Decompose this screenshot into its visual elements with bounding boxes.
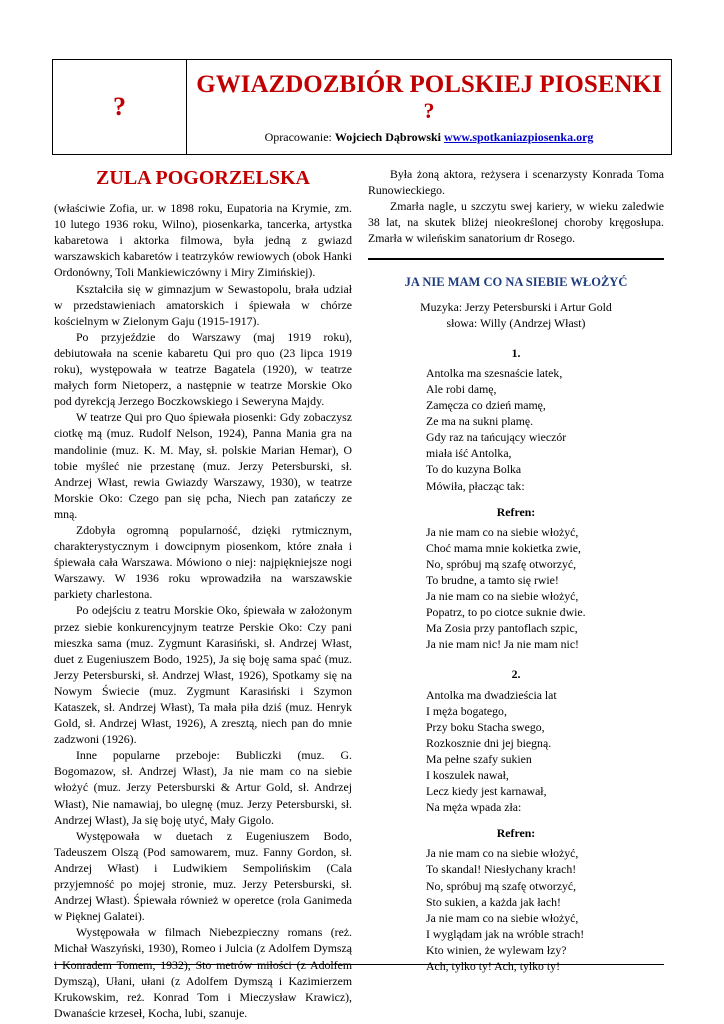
bio-paragraph: Inne popularne przeboje: Bubliczki (muz. G. Bogomazow, sł. Andrzej Włast), Ja nie mam co na siebie włożyć (muz. Jerzy Petersburski & Artur Gold, sł. Andrzej Włast), Nie namawiaj, bo ulegnę (muz. Jerzy Petersburski, sł. Andrzej Włast), Ja się boję utyć, Mały Gigolo. [54, 748, 352, 827]
bio-paragraph: Występowała w duetach z Eugeniuszem Bodo, Tadeuszem Olszą (Pod samowarem, muz. Fanny Gordon, sł. Andrzej Włast) i Ludwikiem Sempolińskim (Cala przyjemność po mojej stronie, muz. Jerzy Petersburski, sł. Andrzej Włast). Śpiewała również w operetce (rola Ganimeda w Pięknej Galatei). [54, 828, 352, 924]
verse-2 [426, 687, 664, 816]
lyric-line: Ja nie mam co na siebie włożyć, [426, 524, 579, 539]
lyric-line: Przy boku Stacha swego, [426, 719, 545, 734]
lyric-line: Sto sukien, a każda jak łach! [426, 894, 561, 909]
lyric-line: Gdy raz na tańcujący wieczór [426, 430, 567, 445]
song-title: JA NIE MAM CO NA SIEBIE WŁOŻYĆ [404, 275, 628, 290]
lyric-line: No, spróbuj mą szafę otworzyć, [426, 878, 577, 893]
credit-author: Wojciech Dąbrowski [334, 130, 442, 144]
lyric-line: I męża bogatego, [426, 703, 507, 718]
footer-rule [54, 964, 664, 965]
verse-number: 1. [511, 345, 521, 360]
header-box [52, 59, 672, 155]
refren-label: Refren: [496, 826, 536, 841]
bio-column [54, 166, 352, 1021]
header-left-cell [53, 60, 187, 154]
credit-label: Opracowanie: [264, 130, 332, 144]
title-mark: ? [423, 98, 435, 123]
lyric-line: I wyglądam jak na wróble strach! [426, 926, 585, 941]
bio-paragraph: Występowała w filmach Niebezpieczny romans (reż. Michał Waszyński, 1930), Romeo i Julcia (z Adolfem Dymszą i Konradem Tomem, 1932), Sto metrów miłości (z Adolfem Dymszą), Ułani, ułani (z Adolfem Dymszą i Kazimierzem Krukowskim, reż. Konrad Tom i Mieczysław Krawicz), Dwanaście krzeseł, Kocha, lubi, szanuje. [54, 925, 352, 1020]
lyric-line: Ja nie mam co na siebie włożyć, [426, 910, 579, 925]
lyric-line: Ma pełne szafy sukien [426, 751, 532, 766]
song-column [368, 166, 664, 974]
lyric-line: Antolka ma dwadzieścia lat [426, 687, 557, 702]
page-title: GWIAZDOZBIÓR POLSKIEJ PIOSENKI [196, 71, 662, 98]
bio-paragraph: (właściwie Zofia, ur. w 1898 roku, Eupatoria na Krymie, zm. 10 lutego 1936 roku, Wilno), piosenkarka, tancerka, artystka kabaretowa i aktorka filmowa, była jedną z gwiazd warszawskich kabaretów i teatrzyków rewiowych (obok Hanki Ordonówny, Toli Mankiewiczówny i Miry Zimińskiej). [54, 201, 352, 280]
lyric-line: Ach, tylko ty! Ach, tylko ty! [426, 959, 561, 974]
refren-label: Refren: [496, 504, 536, 519]
lyric-line: Lecz kiedy jest karnawał, [426, 784, 547, 799]
lyrics-credit: słowa: Willy (Andrzej Włast) [446, 315, 586, 330]
artist-name: ZULA POGORZELSKA [96, 167, 310, 189]
lyric-line: Ja nie mam co na siebie włożyć, [426, 589, 579, 604]
bio-paragraph: Zdobyła ogromną popularność, dzięki rytmicznym, charakterystycznym i dowcipnym piosenkom, które znała i śpiewała cała Warszawa. Mówiono o niej: najpiękniejsze nogi Warszawy. W 1936 roku wprowadziła na warszawskie parkiety charlestona. [54, 522, 352, 602]
lyric-line: Ma Zosia przy pantoflach szpic, [426, 621, 578, 636]
bio-continued [368, 166, 664, 246]
bio-paragraph: Kształciła się w gimnazjum w Sewastopolu, brała udział w przedstawieniach amatorskich i śpiewała w chórze kościelnym w Zielonym Gaju (1915-1917). [54, 281, 352, 328]
lyric-line: Antolka ma szesnaście latek, [426, 365, 563, 380]
lyric-line: Zamęcza co dzień mamę, [426, 398, 546, 413]
lyric-line: No, spróbuj mą szafę otworzyć, [426, 556, 577, 571]
bio-paragraph: Była żoną aktora, reżysera i scenarzysty Konrada Toma Runowieckiego. [368, 167, 664, 198]
website-link[interactable]: www.spotkaniazpiosenka.org [444, 130, 594, 144]
verse-1 [426, 365, 664, 494]
section-divider [368, 258, 664, 260]
lyric-line: Ze ma na sukni plamę. [426, 414, 534, 429]
bio-paragraph: Zmarła nagle, u szczytu swej kariery, w wieku zaledwie 38 lat, na skutek bliżej nieokreślonej choroby kręgosłupa. Zmarła w wileńskim sanatorium dr Rosego. [368, 199, 664, 246]
refren-1 [426, 524, 664, 653]
lyric-line: Popatrz, to po ciotce suknie dwie. [426, 605, 586, 620]
lyric-line: Ja nie mam co na siebie włożyć, [426, 846, 579, 861]
lyric-line: Rozkosznie dni jej biegną. [426, 735, 552, 750]
lyric-line: Ale robi damę, [426, 381, 497, 396]
lyric-line: miała iść Antolka, [426, 446, 512, 461]
refren-2 [426, 845, 664, 974]
header-left-mark: ? [113, 92, 126, 121]
lyric-line: To brudne, a tamto się rwie! [426, 572, 559, 587]
lyric-line: To skandal! Niesłychany krach! [426, 862, 577, 877]
bio-paragraph: Po odejściu z teatru Morskie Oko, śpiewała w założonym przez siebie konkurencyjnym teatrze Perskie Oko: Czy pani mieszka sama (muz. Zygmunt Karasiński, sł. Andrzej Włast, duet z Eugeniuszem Bodo, 1925), Ja się boję sama spać (muz. Jerzy Petersburski, sł. Andrzej Włast, 1926), Spotkamy się na Nowym Świecie (muz. Zygmunt Karasiński i Szymon Kataszek, sł. Andrzej Włast), Ta mała piła dziś (muz. Henryk Gold, sł. Andrzej Włast, 1926), A zresztą, niech pan do mnie zadzwoni (1926). [54, 603, 352, 747]
bio-paragraph: Po przyjeździe do Warszawy (maj 1919 roku), debiutowała na scenie kabaretu Qui pro quo (23 lipca 1919 roku), występowała w teatrze Bagatela (1920), w teatrze małych form Nietoperz, a następnie w teatrze Morskie Oko pod dyrekcją Jerzego Boczkowskiego i Seweryna Majdy. [54, 329, 352, 409]
credit-line [187, 130, 671, 145]
lyric-line: Mówiła, płacząc tak: [426, 478, 525, 493]
music-credit: Muzyka: Jerzy Petersburski i Artur Gold [420, 299, 612, 314]
lyric-line: Ja nie mam nic! Ja nie mam nic! [426, 637, 579, 652]
lyric-line: Choć mama mnie kokietka zwie, [426, 540, 581, 555]
lyric-line: To do kuzyna Bolka [426, 462, 522, 477]
lyric-line: Na męża wpada zła: [426, 800, 522, 815]
bio-paragraph: W teatrze Qui pro Quo śpiewała piosenki: Gdy zobaczysz ciotkę mą (muz. Rudolf Nelson, 1924), Panna Mania gra na mandolinie (muz. K. M. May, sł. polskie Marian Hemar), O tobie myśleć nie przestanę (muz. Jerzy Petersburski, sł. Andrzej Włast, rewia Gwiazdy Warszawy, 1930), w teatrze Morskie Oko: Czego pan się pcha, Niech pan zatańczy ze mną. [54, 410, 352, 521]
song-credits [368, 299, 664, 331]
header-right-cell [187, 60, 671, 154]
lyric-line: I koszulek nawał, [426, 768, 509, 782]
lyric-line: Kto winien, że wylewam łzy? [426, 942, 567, 957]
verse-number: 2. [511, 667, 521, 682]
